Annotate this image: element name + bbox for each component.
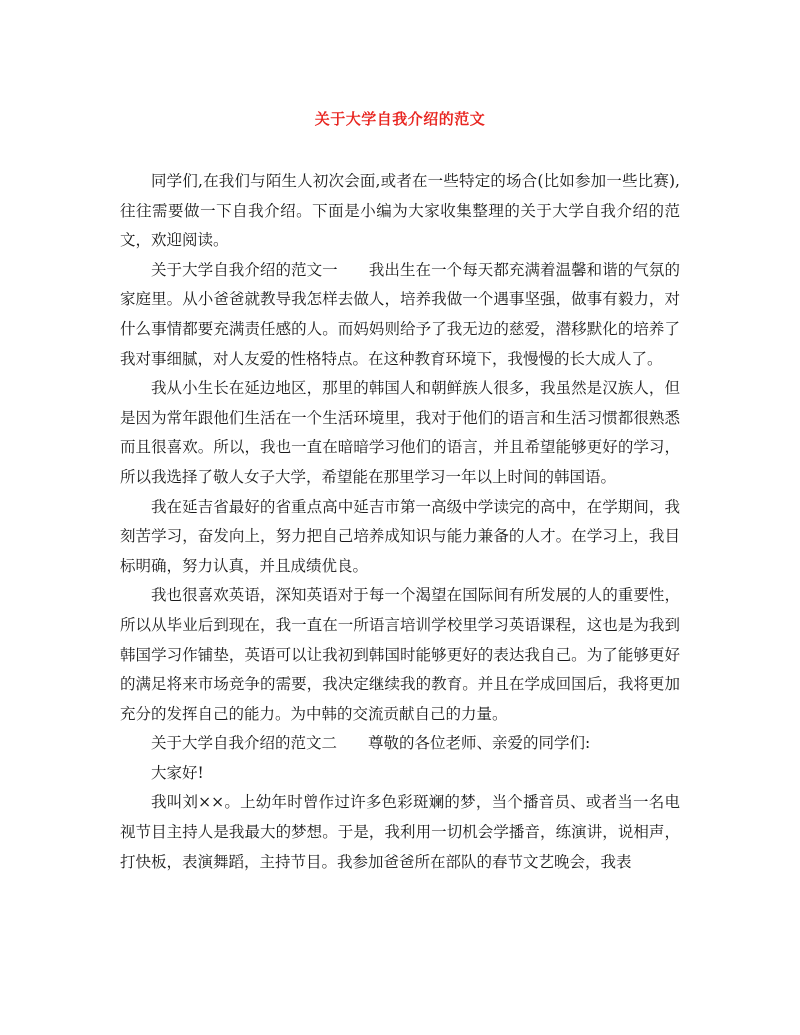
paragraph-greeting: 大家好! <box>151 763 204 782</box>
paragraph-english: 我也很喜欢英语，深知英语对于每一个渴望在国际间有所发展的人的重要性，所以从毕业后到现在，我一直在一所语言培训学校里学习英语课程，这也是为我到韩国学习作铺垫，英语可以让我初到韩国时能够更好的表达我自己。为了能够更好的满足将来市场竞争的需要，我决定继续我的教育。并且在学成回国后，我将更加充分的发挥自己的能力。为中韩的交流贡献自己的力量。 <box>120 586 680 723</box>
paragraph-high-school: 我在延吉省最好的省重点高中延吉市第一高级中学读完的高中，在学期间，我刻苦学习，奋发向上，努力把自己培养成知识与能力兼备的人才。在学习上，我目标明确，努力认真，并且成绩优良。 <box>120 497 680 575</box>
paragraph-yanbian: 我从小生长在延边地区，那里的韩国人和朝鲜族人很多，我虽然是汉族人，但是因为常年跟他们生活在一个生活环境里，我对于他们的语言和生活习惯都很熟悉而且很喜欢。所以，我也一直在暗暗学习他们的语言，并且希望能够更好的学习，所以我选择了敬人女子大学，希望能在那里学习一年以上时间的韩国语。 <box>120 379 680 486</box>
paragraph-intro: 同学们,在我们与陌生人初次会面,或者在一些特定的场合(比如参加一些比赛),往往需要做一下自我介绍。下面是小编为大家收集整理的关于大学自我介绍的范文，欢迎阅读。 <box>120 172 680 250</box>
paragraph-sample-one-start: 关于大学自我介绍的范文一 我出生在一个每天都充满着温馨和谐的气氛的家庭里。从小爸爸就教导我怎样去做人，培养我做一个遇事坚强，做事有毅力，对什么事情都要充满责任感的人。而妈妈则给予了我无边的慈爱，潜移默化的培养了我对事细腻，对人友爱的性格特点。在这种教育环境下，我慢慢的长大成人了。 <box>120 260 680 368</box>
paragraph-liu: 我叫刘××。上幼年时曾作过许多色彩斑斓的梦，当个播音员、或者当一名电视节目主持人是我最大的梦想。于是，我利用一切机会学播音，练演讲，说相声，打快板，表演舞蹈，主持节目。我参加爸爸所在部队的春节文艺晚会，我表 <box>120 793 680 871</box>
document-title: 关于大学自我介绍的范文 <box>314 110 486 128</box>
paragraph-sample-two-start: 关于大学自我介绍的范文二 尊敬的各位老师、亲爱的同学们: <box>151 734 591 753</box>
document-body <box>120 167 680 877</box>
